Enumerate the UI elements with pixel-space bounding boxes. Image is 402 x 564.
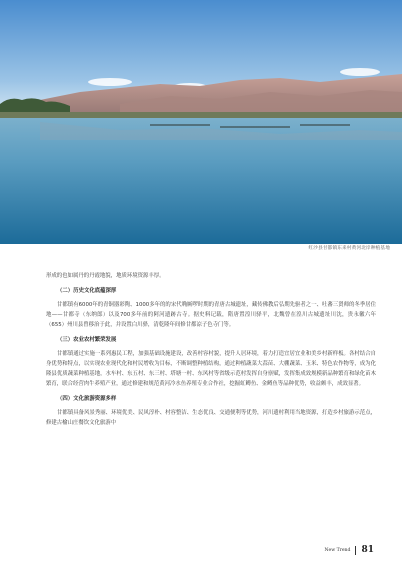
section-tourism-paragraph: 甘都镇具备风景秀丽、环境优美、民风淳朴、村容整洁、生态优良、交通便利等优势，河川遗村利用当地资源，打造乡村旅游示范点，修建古榆山庄餐饮文化旅游中: [46, 410, 376, 426]
section-heading-tourism: （四）文化旅游资源多样: [57, 396, 117, 402]
footer-divider: [355, 546, 356, 555]
shoreline: [0, 112, 402, 118]
lake-landscape-photo: [0, 0, 402, 244]
section-heading-agriculture: （三）农业农村繁荣发展: [57, 337, 117, 343]
section-agriculture-paragraph: 甘都镇通过实施一系列惠民工程，加强基础设施建设，改善村容村貌，提升人居环境，着力打造宜居宜业和美乡村新样板。各村结合自身优势和特点，以实现农业现代化和村民增收为目标，不断调整种植结构，通过种植蔬菜大蒜苗、大棚蔬菜、玉米、特色农作物等，成为化隆县优质蔬菜种植基地，水车村、东五村、东三村、塔塘一村、东风村等省级示范村发挥自身禀赋，发挥集成效规模新品种繁育和绿化苗木繁育，联合经营肉牛养殖产业，通过修建和规范黄河冷水鱼养殖专业合作社，挖掘虹鳟鱼、金鳟鱼等品种优势，收益颇丰，成效显著。: [46, 351, 376, 387]
page-number: 81: [361, 545, 374, 555]
section-heading-history: （二）历史文化底蕴深厚: [57, 288, 117, 294]
landscape-illustration: [0, 0, 402, 244]
article-body: [46, 271, 376, 428]
photo-caption: 红沙县甘都镇东来村黄河北岸种植基地: [308, 246, 390, 251]
magazine-name: New Trend: [324, 547, 351, 553]
intro-tail: 形成的也如属丹的丹霞地貌，地质环境资源丰厚。: [46, 273, 165, 279]
section-history-paragraph: 甘都镇有6000年的青铜器彩陶、1000多年的的宋代唃厮啰时期的青唐古城遗址，藏传佛教后弘期先驱者之一、吐蕃三贤师的冬季居住地——甘都寺（东纳郎）以及700多年前的阿河遗跡古寺。据史料记载，隋唐置湟川驿平，北魏曾在湟川古城遗址川沈，贵永徽六年（655）州川县曾移治于此，并设置白川驿，清乾隆年间修甘都凉子色寺门等。: [46, 302, 376, 328]
page-footer: [324, 545, 374, 555]
